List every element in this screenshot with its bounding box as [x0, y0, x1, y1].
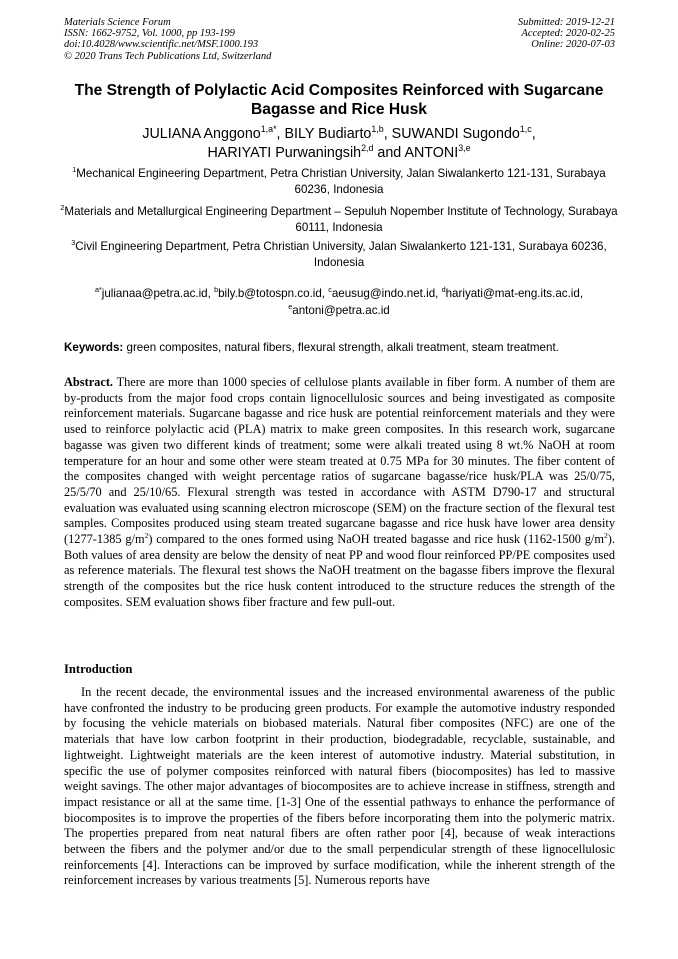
author-affil-marker: 1,c [519, 124, 532, 135]
author-name: JULIANA Anggono [142, 126, 261, 142]
email-address[interactable]: hariyati@mat-eng.its.ac.id [445, 287, 580, 300]
author-affil-marker: 2,d [361, 143, 374, 154]
affiliation-text: Civil Engineering Department, Petra Christian University, Jalan Siwalankerto 121-131, Surabaya 60236, Indonesia [75, 240, 607, 269]
affiliation-number: 3 [71, 238, 76, 248]
author-list [50, 125, 628, 163]
affiliation-number: 1 [72, 165, 77, 175]
affiliation [55, 204, 623, 235]
journal-name: Materials Science Forum [64, 17, 171, 28]
author-affil-marker: 1,a* [260, 124, 277, 135]
paper-title: The Strength of Polylactic Acid Composites Reinforced with Sugarcane Bagasse and Rice Husk [74, 82, 604, 118]
author-separator: , [531, 126, 536, 142]
email-marker: c [328, 285, 332, 295]
online-date: Online: 2020-07-03 [531, 39, 615, 51]
section-heading-introduction: Introduction [64, 662, 133, 676]
author-name: ANTONI [404, 145, 459, 161]
abstract [64, 375, 615, 611]
email-address[interactable]: aeusug@indo.net.id [331, 287, 436, 300]
keywords-text: green composites, natural fibers, flexural strength, alkali treatment, steam treatment. [123, 341, 559, 354]
email-marker: e [288, 302, 293, 312]
affiliation-text: Materials and Metallurgical Engineering Department – Sepuluh Nopember Institute of Technology, Surabaya 60111, Indonesia [64, 205, 618, 234]
author-affil-marker: 3,e [458, 143, 471, 154]
author-emails: $^{a*}$julianaa@petra.ac.id, $^b$bily.b@totospn.co.id, $^c$aeusug@indo.net.id, $^d$hariyati@mat-eng.its.ac.id, $^e$antoni@petra.ac.id [94, 285, 584, 317]
author-affil-marker: 1,b [371, 124, 384, 135]
email-marker: b [214, 285, 219, 295]
accepted-date: Accepted: 2020-02-25 [521, 28, 615, 40]
affiliation-text: Mechanical Engineering Department, Petra Christian University, Jalan Siwalankerto 121-131, Surabaya 60236, Indonesia [76, 167, 606, 196]
email-address[interactable]: antoni@petra.ac.id [292, 304, 390, 317]
abstract-text: ). Both values of area density are below the density of neat PP and wood flour reinforced PP/PE composites used as reference materials. The flexural test shows the NaOH treatment on the bagasse fibers improve the flexural strength of the composites but the rice husk content introduced to the structure reduces the strength of the composites. SEM evaluation shows fiber fracture and few pull-out. [64, 532, 615, 609]
email-address[interactable]: julianaa@petra.ac.id [101, 287, 208, 300]
author-separator: , [276, 126, 285, 142]
keywords [64, 340, 619, 355]
unit-exponent: 2 [603, 530, 608, 540]
submitted-date: Submitted: 2019-12-21 [517, 17, 615, 28]
author-name: HARIYATI Purwaningsih [207, 145, 362, 161]
abstract-text: There are more than 1000 species of cellulose plants available in fiber form. A number of them are by-products from the major food crops contain lignocellulosic sources and being investigated as composite reinforcement materials. Sugarcane bagasse and rice husk are potential reinforcement materials and they were used to reinforce polylactic acid (PLA) matrix to make green composites. In this research work, sugarcane bagasse was given two different kinds of treatment; some were alkali treated using 8 wt.% NaOH at room temperature for an hour and some other were steam treated at 0.75 MPa for 30 minutes. The fiber content of the composites changed with weight percentage ratios of sugarcane bagasse/rice husk/PLA was 25/0/75, 25/5/70 and 25/10/65. Flexural strength was tested in accordance with ASTM D790-17 and structural evaluation was evaluated using scanning electron microscope (SEM) on the fracture section of the flexural test samples. Composites produced using steam treated sugarcane bagasse and rice husk have lower area density (1277-1385 g/m [64, 375, 615, 547]
affiliation [55, 166, 623, 197]
journal-info [64, 17, 271, 62]
journal-copyright: © 2020 Trans Tech Publications Ltd, Switzerland [64, 50, 272, 62]
affiliation [55, 239, 623, 270]
author-separator: and [373, 145, 405, 161]
email-marker: d [441, 285, 446, 295]
journal-issn: ISSN: 1662-9752, Vol. 1000, pp 193-199 [64, 28, 235, 40]
affiliation-number: 2 [60, 203, 65, 213]
unit-exponent: 2 [144, 530, 149, 540]
author-name: BILY Budiarto [284, 126, 372, 142]
author-separator: , [383, 126, 392, 142]
introduction-paragraph: In the recent decade, the environmental issues and the increased environmental awareness of the public have confronted the industry to be producing green products. For example the automotive industry responded by focusing the vehicle materials on biobased materials. Natural fiber composites (NFC) are one of the materials that have low carbon footprint in their production, biodegradable, recyclable, sustainable, and lightweight. Lightweight materials are the keen interest of automotive industry. Material substitution, in specific the use of polymer composites reinforced with natural fibers (biocomposites) has led to massive weight savings. The other major advantages of biocomposites are to achieve increase in stiffness, strength and impact resistance or all at the same time. [1-3] One of the essential pathways to enhance the performance of biocomposites is to improve the properties of the fibers before incorporating them into the polymeric matrix. The properties prepared from neat natural fibers are often rather poor [4], because of weak interactions between the fibers and the polymer and/or due to the small perpendicular strength of these lignocellulosic reinforcements [4]. Interactions can be improved by surface modification, while the inherent strength of the reinforcement increases by various treatments [5]. Numerous reports have [64, 685, 615, 888]
abstract-text: ) compared to the ones formed using NaOH treated bagasse and rice husk (1162-1500 g/m [148, 532, 604, 547]
publication-dates [518, 17, 615, 51]
journal-doi: doi:10.4028/www.scientific.net/MSF.1000.193 [64, 39, 259, 51]
abstract-label: Abstract. [64, 375, 114, 389]
keywords-label: Keywords: [64, 341, 124, 354]
email-address[interactable]: bily.b@totospn.co.id [218, 287, 322, 300]
author-name: SUWANDI Sugondo [391, 126, 520, 142]
email-marker: a* [94, 285, 102, 295]
